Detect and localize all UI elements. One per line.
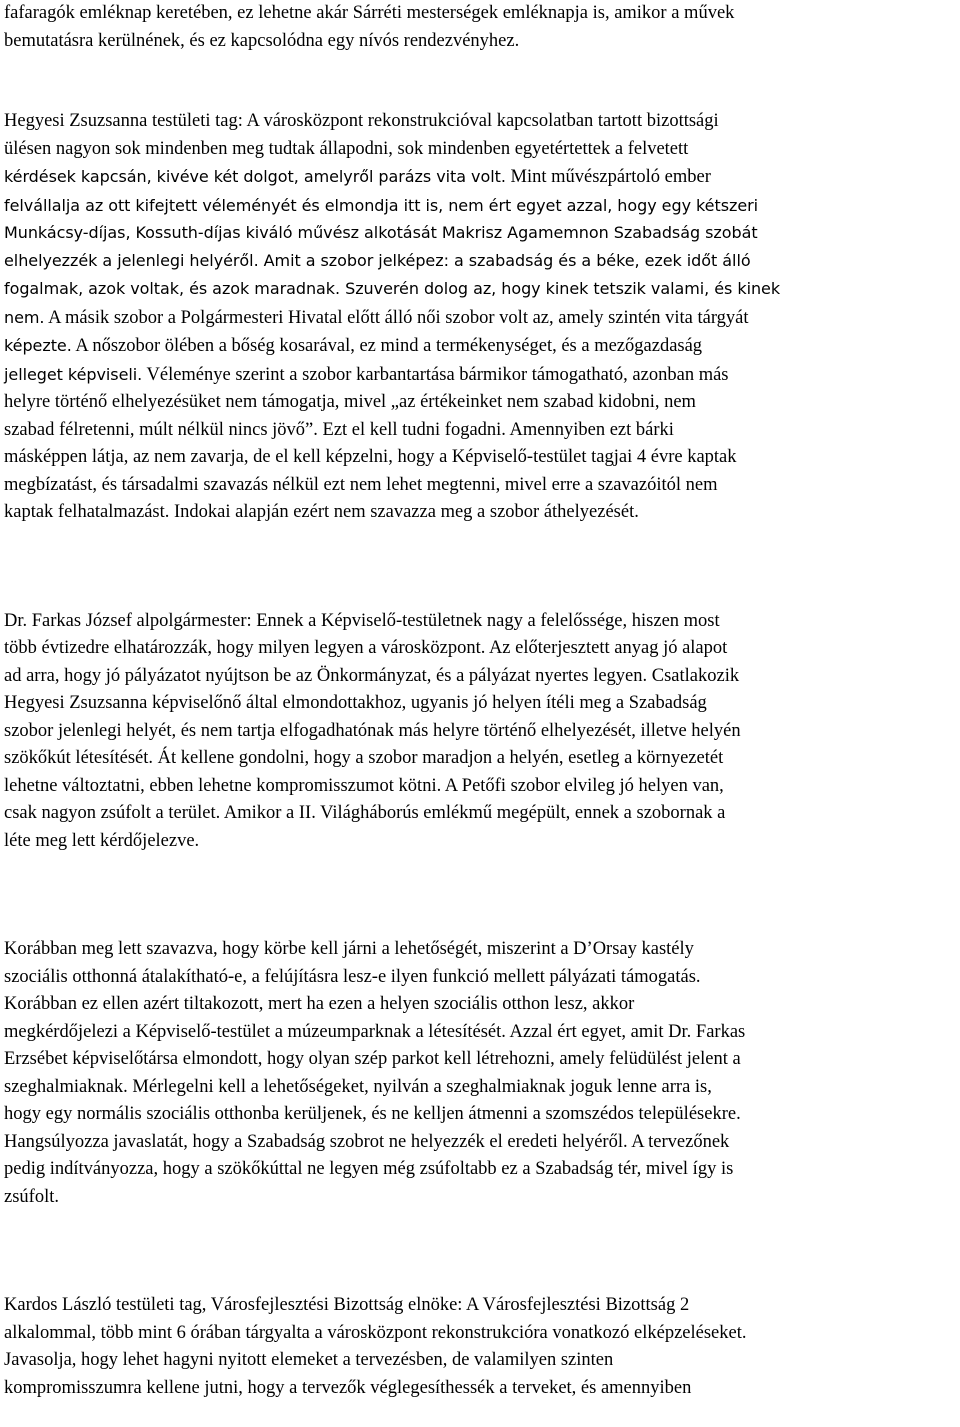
text-line: több évtizedre elhatározzák, hogy milyen legyen a városközpont. Az előterjesztett anyag jó alapot — [4, 638, 728, 658]
text-line: kompromisszumra kellene jutni, hogy a tervezők véglegesíthessék a terveket, és amennyiben — [4, 1377, 692, 1398]
text-line: megbízatást, és társadalmi szavazás nélkül ezt nem lehet megtenni, mivel erre a szavazóitól nem — [4, 474, 718, 495]
text-line: Korábban meg lett szavazva, hogy körbe kell járni a lehetőségét, miszerint a D’Orsay kastély — [4, 939, 694, 959]
text-line: ülésen nagyon sok mindenben meg tudtak állapodni, sok mindenben egyetértettek a felvetett — [4, 138, 689, 159]
text-line: léte meg lett kérdőjelezve. — [4, 830, 200, 851]
text-run: jelleget képviseli. — [4, 364, 143, 384]
paragraph-hegyesi — [4, 108, 956, 527]
text-line: Dr. Farkas József alpolgármester: Ennek a Képviselő-testületnek nagy a felelőssége, hiszen most — [4, 610, 720, 631]
text-line: Hegyesi Zsuzsanna testületi tag: A városközpont rekonstrukcióval kapcsolatban tartott bizottsági — [4, 111, 719, 131]
text-line: Munkácsy-díjas, Kossuth-díjas kiváló művész alkotását Makrisz Agamemnon Szabadság szobát — [4, 223, 758, 242]
text-line — [4, 332, 956, 361]
text-line: hogy egy normális szociális otthonba kerüljenek, és ne kelljen átmenni a szomszédos településekre. — [4, 1104, 741, 1124]
text-run: fogalmak, azok voltak, és azok maradnak. — [4, 279, 341, 298]
text-run: képezte. — [4, 336, 72, 355]
text-line: szökőkút létesítését. Át kellene gondolni, hogy a szobor maradjon a helyén, esetleg a környezetét — [4, 748, 724, 768]
text-line: Hangsúlyozza javaslatát, hogy a Szabadság szobrot ne helyezzék el eredeti helyéről. A tervezőnek — [4, 1131, 730, 1152]
text-run: A nőszobor ölében a bőség kosarával, ez mind a termékenységet, és a mezőgazdaság — [71, 336, 703, 356]
text-line: Hegyesi Zsuzsanna képviselőnő által elmondottakhoz, ugyanis jó helyen ítéli meg a Szabadság — [4, 693, 707, 713]
text-line — [4, 163, 956, 192]
text-line: Javasolja, hogy lehet hagyni nyitott elemeket a tervezésben, de valamilyen szinten — [4, 1350, 614, 1370]
text-line: Erzsébet képviselőtársa elmondott, hogy olyan szép parkot kell létrehozni, amely felüdülést jelent a — [4, 1049, 741, 1069]
text-line — [4, 361, 956, 390]
text-line: Kardos László testületi tag, Városfejlesztési Bizottság elnöke: A Városfejlesztési Bizottság 2 — [4, 1295, 690, 1315]
text-run: Véleménye szerint a szobor karbantartása bármikor támogatható, azonban más — [142, 364, 729, 385]
text-line — [4, 275, 956, 304]
text-line: alkalommal, több mint 6 órában tárgyalta a városközpont rekonstrukcióra vonatkozó elképzeléseket. — [4, 1322, 747, 1343]
text-line: bemutatásra kerülnének, és ez kapcsolódna egy nívós rendezvényhez. — [4, 30, 520, 51]
text-line: szabad félretenni, múlt nélkül nincs jövő”. Ezt el kell tudni fogadni. Amennyiben ezt bárki — [4, 419, 674, 440]
text-line: csak nagyon zsúfolt a terület. Amikor a II. Világháborús emlékmű megépült, ennek a szobornak a — [4, 803, 726, 823]
document-page — [4, 0, 956, 1402]
text-run: Amit a szobor jelképez: a szabadság és a béke, ezek időt álló — [258, 250, 751, 270]
text-line — [4, 304, 956, 333]
paragraph-korabban — [4, 936, 956, 1211]
text-run: Mint művészpártoló ember — [505, 167, 711, 187]
text-run: elhelyezzék a jelenlegi helyéről. — [4, 250, 259, 270]
text-line: helyre történő elhelyezésüket nem támogatja, mivel „az értékeinket nem szabad kidobni, nem — [4, 392, 696, 412]
text-line: pedig indítványozza, hogy a szökőkúttal ne legyen még zsúfoltabb ez a Szabadság tér, mivel így is — [4, 1159, 734, 1179]
text-run: kérdések kapcsán, kivéve két dolgot, amelyről parázs vita volt. — [4, 167, 506, 186]
text-line: másképpen látja, az nem zavarja, de el kell képzelni, hogy a Képviselő-testület tagjai 4 évre kaptak — [4, 447, 737, 467]
text-line: ad arra, hogy jó pályázatot nyújtson be az Önkormányzat, és a pályázat nyertes legyen. Csatlakozik — [4, 665, 740, 686]
text-line: felvállalja az ott kifejtett véleményét és elmondja itt is, nem ért egyet azzal, hogy egy kétszeri — [4, 195, 759, 215]
text-line: kaptak felhatalmazást. Indokai alapján ezért nem szavazza meg a szobor áthelyezését. — [4, 502, 639, 522]
paragraph-farkas — [4, 608, 956, 856]
text-line: szociális otthonná átalakítható-e, a felújításra lesz-e ilyen funkció mellett pályázati támogatás. — [4, 966, 701, 987]
text-run: Szuverén dolog az, hogy kinek tetszik valami, és kinek — [340, 279, 781, 298]
text-line: megkérdőjelezi a Képviselő-testület a múzeumparknak a létesítését. Azzal ért egyet, amit Dr. Farkas — [4, 1021, 746, 1042]
text-run: nem. — [4, 307, 45, 327]
text-line: lehetne változtatni, ebben lehetne kompromisszumot kötni. A Petőfi szobor elvileg jó helyen van, — [4, 775, 724, 796]
text-line: szobor jelenlegi helyét, és nem tartja elfogadhatónak más helyre történő elhelyezését, illetve helyén — [4, 720, 741, 741]
text-line: szeghalmiaknak. Mérlegelni kell a lehetőségeket, nyilván a szeghalmiaknak joguk lenne arra is, — [4, 1076, 712, 1097]
text-line: fafaragók emléknap keretében, ez lehetne akár Sárréti mesterségek emléknapja is, amikor a művek — [4, 3, 735, 23]
text-run: A másik szobor a Polgármesteri Hivatal előtt álló női szobor volt az, amely szintén vita tárgyát — [44, 307, 749, 328]
paragraph-kardos — [4, 1292, 956, 1402]
text-line — [4, 247, 956, 276]
text-line: Korábban ez ellen azért tiltakozott, mert ha ezen a helyen szociális otthon lesz, akkor — [4, 994, 635, 1014]
text-line: zsúfolt. — [4, 1186, 59, 1207]
paragraph-intro — [4, 0, 956, 55]
